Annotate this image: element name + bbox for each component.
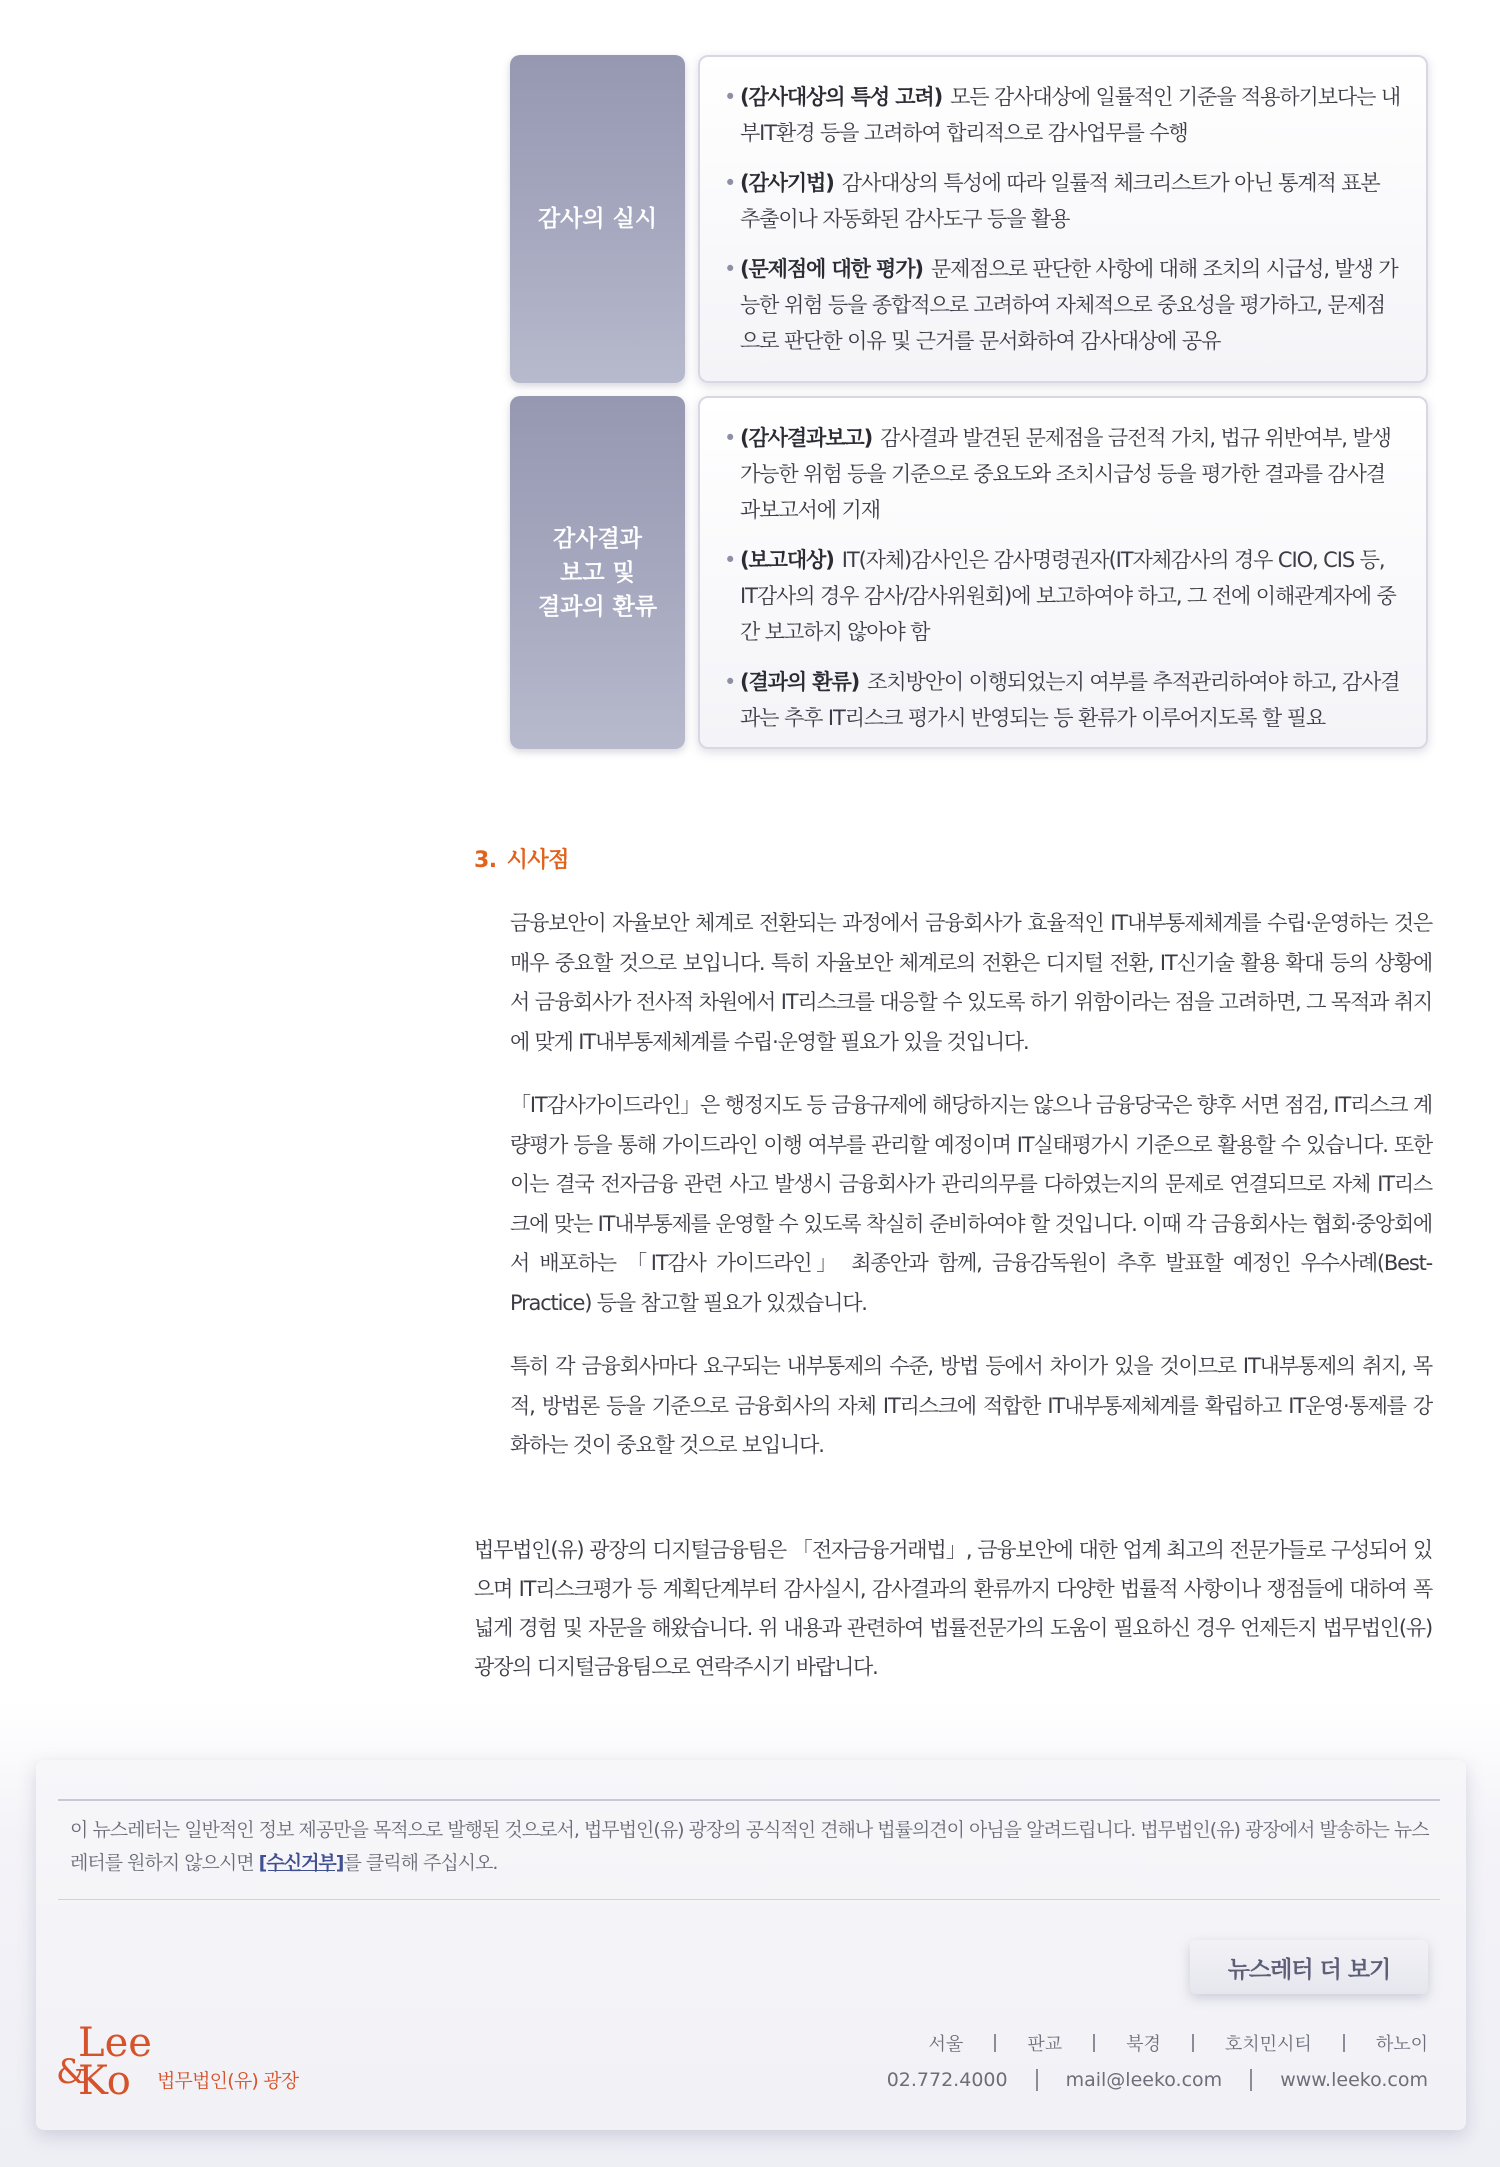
- bullet-heading: (문제점에 대한 평가): [740, 257, 923, 281]
- section-title-text: 시사점: [506, 848, 569, 873]
- bullet-dot-icon: •: [724, 171, 736, 195]
- body-paragraph: 「IT감사가이드라인」은 행정지도 등 금융규제에 해당하지는 않으나 금융당국은 향후 서면 점검, IT리스크 계량평가 등을 통해 가이드라인 이행 여부를 관리할 예정이며 IT실태평가시 기준으로 활용할 수 있습니다. 또한 이는 결국 전자금융 관련 사고 발생시 금융회사가 관리의무를 다하였는지의 문제로 연결되므로 자체 IT리스크에 맞는 IT내부통제를 운영할 수 있도록 착실히 준비하여야 할 것입니다. 이때 각 금융회사는 협회·중앙회에서 배포하는 「IT감사 가이드라인」 최종안과 함께, 금융감독원이 추후 발표할 예정인 우수사례(Best-Practice) 등을 참고할 필요가 있겠습니다.: [510, 1093, 1432, 1315]
- audit-row-label: 감사결과 보고 및 결과의 환류: [510, 396, 685, 749]
- bullet-item: [724, 79, 1402, 151]
- office-pangyo: 판교: [1027, 2034, 1063, 2055]
- unsubscribe-link[interactable]: [수신거부]: [258, 1852, 344, 1874]
- audit-row-content: [698, 396, 1428, 749]
- implications-section: [474, 843, 1432, 1490]
- bullet-item: [724, 251, 1402, 359]
- disclaimer-text-end: 를 클릭해 주십시오.: [343, 1852, 498, 1874]
- svg-text:Ko: Ko: [78, 2058, 131, 2100]
- office-list: [929, 2030, 1428, 2056]
- bullet-heading: (감사기법): [740, 171, 834, 195]
- bullet-text: 문제점으로 판단한 사항에 대해 조치의 시급성, 발생 가능한 위험 등을 종합적으로 고려하여 자체적으로 중요성을 평가하고, 문제점으로 판단한 이유 및 근거를 문서화하여 감사대상에 공유: [740, 257, 1398, 353]
- separator: [1250, 2069, 1252, 2091]
- contact-info: [887, 2069, 1428, 2091]
- section-number: 3.: [474, 848, 497, 873]
- section-body: [474, 904, 1432, 1466]
- svg-text:Lee: Lee: [78, 2020, 152, 2066]
- bullet-item: [724, 542, 1402, 650]
- disclaimer-text: 이 뉴스레터는 일반적인 정보 제공만을 목적으로 발행된 것으로서, 법무법인(유) 광장의 공식적인 견해나 법률의견이 아님을 알려드립니다. 법무법인(유) 광장에서 발송하는 뉴스레터를 원하지 않으시면: [70, 1819, 1429, 1874]
- office-seoul: 서울: [928, 2034, 964, 2055]
- bullet-item: [724, 420, 1402, 528]
- disclaimer: [70, 1814, 1440, 1880]
- separator: [1093, 2034, 1095, 2052]
- phone-number: 02.772.4000: [886, 2069, 1008, 2091]
- bullet-dot-icon: •: [724, 426, 736, 450]
- body-paragraph: 특히 각 금융회사마다 요구되는 내부통제의 수준, 방법 등에서 차이가 있을 것이므로 IT내부통제의 취지, 목적, 방법론 등을 기준으로 금융회사의 자체 IT리스크에 적합한 IT내부통제체계를 확립하고 IT운영·통제를 강화하는 것이 중요할 것으로 보입니다.: [510, 1354, 1432, 1457]
- firm-name: 법무법인(유) 광장: [157, 2070, 299, 2092]
- office-hcmc: 호치민시티: [1224, 2034, 1312, 2055]
- bullet-dot-icon: •: [724, 670, 736, 694]
- bullet-heading: (감사대상의 특성 고려): [740, 85, 943, 109]
- bullet-heading: (보고대상): [740, 548, 834, 572]
- audit-row-reporting: [510, 396, 1428, 749]
- body-paragraph: 금융보안이 자율보안 체계로 전환되는 과정에서 금융회사가 효율적인 IT내부통제체계를 수립·운영하는 것은 매우 중요할 것으로 보입니다. 특히 자율보안 체계로의 전환은 디지털 전환, IT신기술 활용 확대 등의 상황에서 금융회사가 전사적 차원에서 IT리스크를 대응할 수 있도록 하기 위함이라는 점을 고려하면, 그 목적과 취지에 맞게 IT내부통제체계를 수립·운영할 필요가 있을 것입니다.: [510, 911, 1432, 1054]
- separator: [1192, 2034, 1194, 2052]
- bullet-dot-icon: •: [724, 257, 736, 281]
- website-link[interactable]: www.leeko.com: [1280, 2069, 1428, 2091]
- bullet-text: 감사대상의 특성에 따라 일률적 체크리스트가 아닌 통계적 표본 추출이나 자동화된 감사도구 등을 활용: [740, 171, 1380, 231]
- team-closing-paragraph: 법무법인(유) 광장의 디지털금융팀은 「전자금융거래법」, 금융보안에 대한 업계 최고의 전문가들로 구성되어 있으며 IT리스크평가 등 계획단계부터 감사실시, 감사결과의 환류까지 다양한 법률적 사항이나 쟁점들에 대하여 폭넓게 경험 및 자문을 해왔습니다. 위 내용과 관련하여 법률전문가의 도움이 필요하신 경우 언제든지 법무법인(유) 광장의 디지털금융팀으로 연락주시기 바랍니다.: [474, 1538, 1432, 1679]
- more-newsletters-button[interactable]: 뉴스레터 더 보기: [1190, 1940, 1428, 1994]
- office-hanoi: 하노이: [1375, 2034, 1428, 2055]
- divider: [58, 1799, 1440, 1801]
- bullet-item: [724, 664, 1402, 736]
- bullet-dot-icon: •: [724, 85, 736, 109]
- divider: [58, 1899, 1440, 1900]
- audit-row-label: 감사의 실시: [510, 55, 685, 383]
- svg-text:&: &: [56, 2052, 87, 2092]
- lee-ko-logo[interactable]: [56, 2020, 316, 2100]
- audit-row-content: [698, 55, 1428, 383]
- bullet-text: 모든 감사대상에 일률적인 기준을 적용하기보다는 내부IT환경 등을 고려하여 합리적으로 감사업무를 수행: [740, 85, 1401, 145]
- bullet-text: 조치방안이 이행되었는지 여부를 추적관리하여야 하고, 감사결과는 추후 IT리스크 평가시 반영되는 등 환류가 이루어지도록 할 필요: [740, 670, 1400, 730]
- bullet-text: 감사결과 발견된 문제점을 금전적 가치, 법규 위반여부, 발생 가능한 위험 등을 기준으로 중요도와 조치시급성 등을 평가한 결과를 감사결과보고서에 기재: [740, 426, 1391, 522]
- email-link[interactable]: mail@leeko.com: [1065, 2069, 1223, 2091]
- office-beijing: 북경: [1126, 2034, 1161, 2055]
- separator: [1036, 2069, 1038, 2091]
- separator: [1343, 2034, 1345, 2052]
- section-title: [474, 843, 1432, 874]
- bullet-dot-icon: •: [724, 548, 736, 572]
- bullet-item: [724, 165, 1402, 237]
- bullet-heading: (결과의 환류): [740, 670, 860, 694]
- audit-table: [510, 55, 1428, 762]
- bullet-text: IT(자체)감사인은 감사명령권자(IT자체감사의 경우 CIO, CIS 등, IT감사의 경우 감사/감사위원회)에 보고하여야 하고, 그 전에 이해관계자에 중간 보고하지 않아야 함: [740, 548, 1396, 644]
- audit-row-execution: [510, 55, 1428, 383]
- separator: [994, 2034, 996, 2052]
- bullet-heading: (감사결과보고): [740, 426, 873, 450]
- lee-ko-logo-icon: [56, 2020, 156, 2100]
